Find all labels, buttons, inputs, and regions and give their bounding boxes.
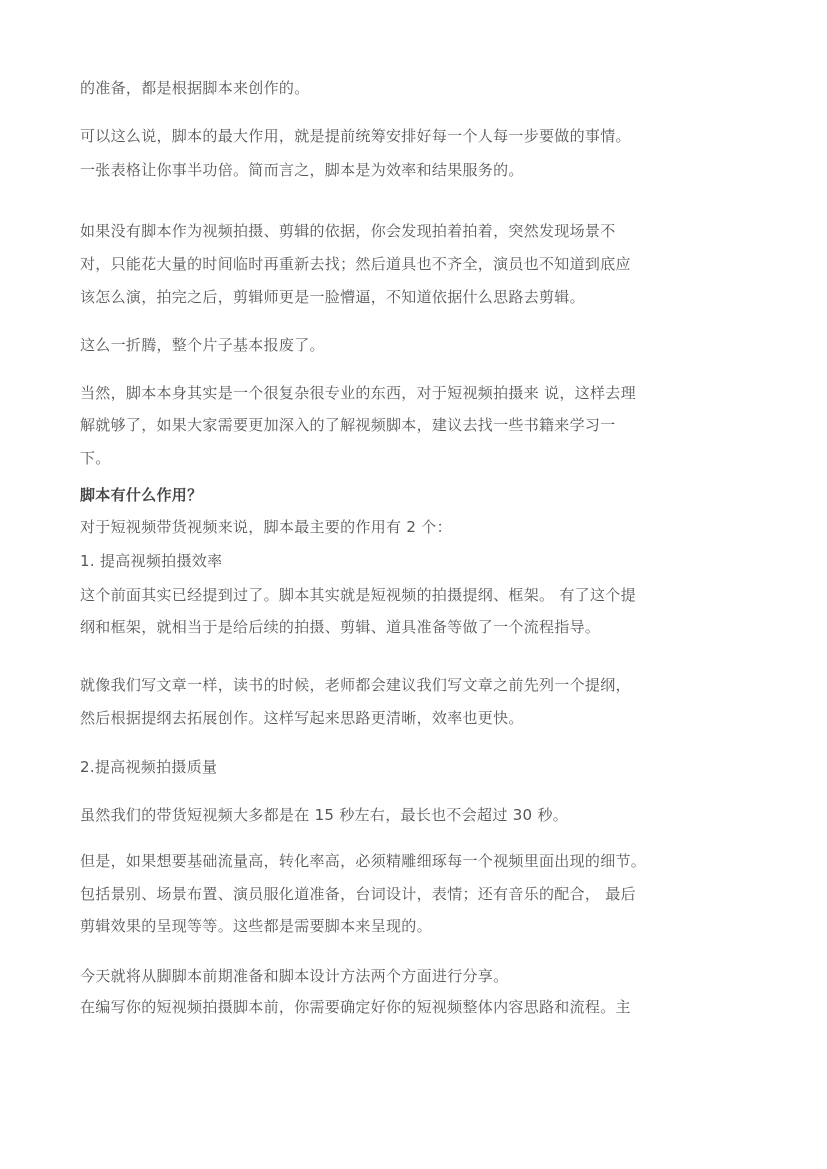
text-line: 就像我们写文章一样，读书的时候，老师都会建议我们写文章之前先列一个提纲， [80,676,631,694]
text-line: 当然，脚本本身其实是一个很复杂很专业的东西，对于短视频拍摄来 说，这样去理 [80,384,636,402]
text-line: 的准备，都是根据脚本来创作的。 [80,79,310,97]
text-line: 可以这么说，脚本的最大作用，就是提前统筹安排好每一个人每一步要做的事情。 [80,127,631,145]
text-line: 一张表格让你事半功倍。简而言之，脚本是为效率和结果服务的。 [80,161,524,179]
text-line: 对于短视频带货视频来说，脚本最主要的作用有 2 个： [80,518,452,536]
text-line: 解就够了，如果大家需要更加深入的了解视频脚本，建议去找一些书籍来学习一 [80,416,616,434]
text-line: 包括景别、场景布置、演员服化道准备，台词设计，表情；还有音乐的配合， 最后 [80,885,636,903]
subsection-heading: 1. 提高视频拍摄效率 [80,552,223,570]
subsection-heading: 2.提高视频拍摄质量 [80,758,218,776]
text-line: 这个前面其实已经提到过了。脚本其实就是短视频的拍摄提纲、框架。 有了这个提 [80,586,636,604]
text-line: 剪辑效果的呈现等等。这些都是需要脚本来呈现的。 [80,917,432,935]
text-line: 该怎么演，拍完之后，剪辑师更是一脸懵逼，不知道依据什么思路去剪辑。 [80,288,585,306]
text-line: 然后根据提纲去拓展创作。这样写起来思路更清晰，效率也更快。 [80,709,524,727]
text-line: 对，只能花大量的时间临时再重新去找；然后道具也不齐全，演员也不知道到底应 [80,255,631,273]
text-line: 虽然我们的带货短视频大多都是在 15 秒左右，最长也不会超过 30 秒。 [80,806,569,824]
text-line: 今天就将从脚脚本前期准备和脚本设计方法两个方面进行分享。 [80,967,509,985]
section-heading: 脚本有什么作用？ [80,486,203,504]
text-line: 如果没有脚本作为视频拍摄、剪辑的依据，你会发现拍着拍着，突然发现场景不 [80,222,616,240]
text-line: 下。 [80,449,111,467]
text-line: 这么一折腾，整个片子基本报废了。 [80,336,325,354]
text-line: 纲和框架，就相当于是给后续的拍摄、剪辑、道具准备等做了一个流程指导。 [80,618,601,636]
text-line: 但是，如果想要基础流量高，转化率高，必须精雕细琢每一个视频里面出现的细节。 [80,852,647,870]
text-line: 在编写你的短视频拍摄脚本前，你需要确定好你的短视频整体内容思路和流程。主 [80,998,631,1016]
